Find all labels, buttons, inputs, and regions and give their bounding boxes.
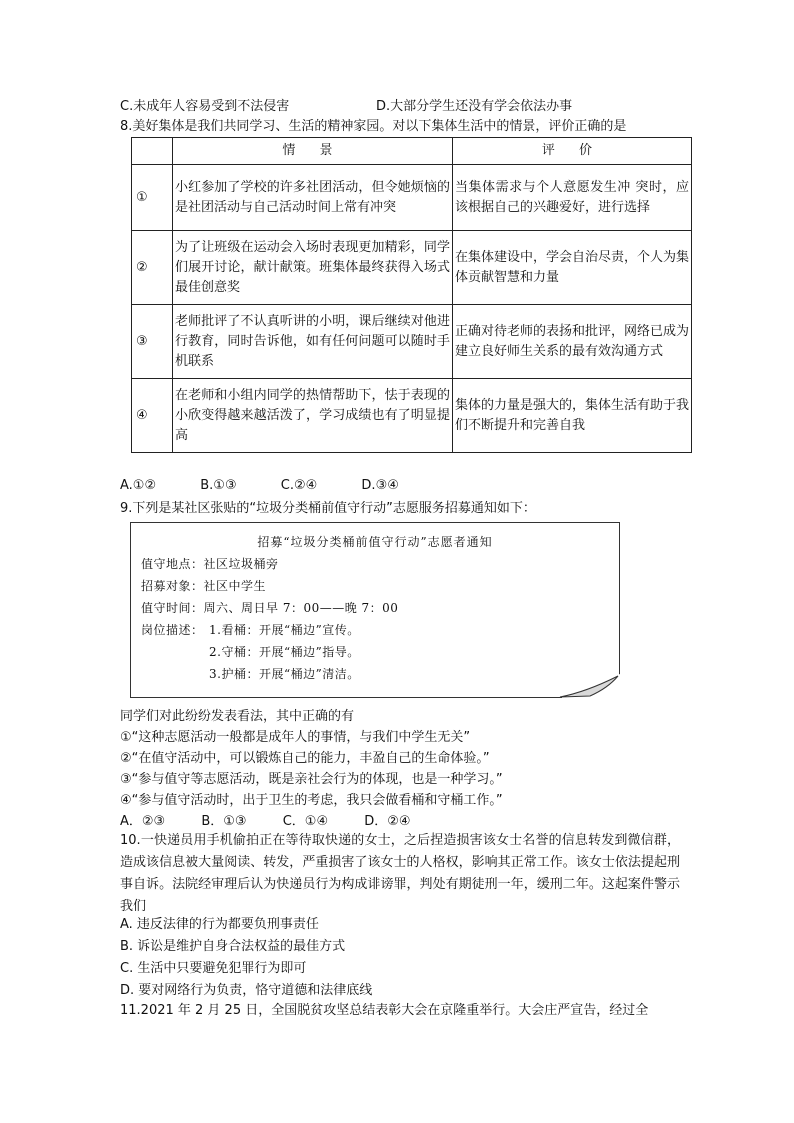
q10-option-c: C. 生活中只要避免犯罪行为即可 [120, 961, 307, 976]
q9-prompt: 同学们对此纷纷发表看法，其中正确的有 [120, 709, 355, 724]
q9-option-a: A．②③ [120, 814, 166, 829]
q11-stem: 11.2021 年 2 月 25 日，全国脱贫攻坚总结表彰大会在京隆重举行。大会庄严宣告，经过全 [120, 1003, 649, 1018]
row-number: ① [132, 165, 173, 231]
q10-option-b: B. 诉讼是维护自身合法权益的最佳方式 [120, 939, 346, 954]
scene-cell: 为了让班级在运动会入场时表现更加精彩，同学们展开讨论，献计献策。班集体最终获得入场式最佳创意奖 [173, 231, 453, 305]
q9-option-c: C．①④ [282, 814, 329, 829]
notice-target: 招募对象：社区中学生 [141, 579, 267, 593]
scene-cell: 小红参加了学校的许多社团活动，但令她烦恼的是社团活动与自己活动时间上常有冲突 [173, 165, 453, 231]
comment-cell: 正确对待老师的表扬和批评，网络已成为建立良好师生关系的最有效沟通方式 [453, 305, 692, 379]
q9-statement-1: ①“这种志愿活动一般都是成年人的事情，与我们中学生无关” [120, 730, 471, 745]
q8-stem: 8.美好集体是我们共同学习、生活的精神家园。对以下集体生活中的情景，评价正确的是 [120, 119, 627, 134]
q7-option-d: D.大部分学生还没有学会依法办事 [376, 99, 573, 114]
table-row [132, 165, 692, 231]
notice-title: 招募“垃圾分类桶前值守行动”志愿者通知 [257, 535, 493, 549]
notice-location: 值守地点：社区垃圾桶旁 [141, 557, 279, 571]
comment-cell: 当集体需求与个人意愿发生冲 突时，应该根据自己的兴趣爱好，进行选择 [453, 165, 692, 231]
row-number: ② [132, 231, 173, 305]
q9-options [120, 810, 443, 829]
q8-options [120, 478, 439, 493]
q9-statement-2: ②“在值守活动中，可以锻炼自己的能力，丰盈自己的生命体验。” [120, 751, 490, 766]
q10-option-d: D. 要对网络行为负责，恪守道德和法律底线 [120, 983, 373, 998]
q8-table [131, 137, 692, 453]
q8-option-c: C.②④ [280, 478, 318, 493]
q8-option-b: B.①③ [200, 478, 237, 493]
q9-option-d: D．②④ [364, 814, 411, 829]
q8-header-scene: 情 景 [173, 138, 453, 165]
notice-duty-label: 岗位描述： [141, 623, 204, 637]
q9-statement-4: ④“参与值守活动时，出于卫生的考虑，我只会做看桶和守桶工作。” [120, 793, 503, 808]
q9-stem: 9.下列是某社区张贴的“垃圾分类桶前值守行动”志愿服务招募通知如下： [120, 501, 536, 516]
table-row [132, 305, 692, 379]
notice-time: 值守时间：周六、周日早 7：00——晚 7：00 [141, 601, 399, 615]
page-curl-icon [556, 674, 620, 698]
row-number: ④ [132, 379, 173, 453]
q9-option-b: B．①③ [201, 814, 247, 829]
comment-cell: 在集体建设中，学会自治尽责，个人为集体贡献智慧和力量 [453, 231, 692, 305]
q10-option-a: A. 违反法律的行为都要负刑事责任 [120, 917, 319, 932]
table-row [132, 231, 692, 305]
q8-option-a: A.①② [120, 478, 157, 493]
notice-duty-1: 1.看桶：开展“桶边”宣传。 [209, 623, 360, 637]
comment-cell: 集体的力量是强大的，集体生活有助于我们不断提升和完善自我 [453, 379, 692, 453]
notice-duty-2: 2.守桶：开展“桶边”指导。 [209, 645, 360, 659]
q8-option-d: D.③④ [361, 478, 399, 493]
q7-option-c: C.未成年人容易受到不法侵害 [120, 99, 290, 114]
q8-header-comment: 评 价 [453, 138, 692, 165]
recruitment-notice [130, 522, 620, 698]
q10-stem: 10.一快递员用手机偷拍正在等待取快递的女士，之后捏造损害该女士名誉的信息转发到微信群，造成该信息被大量阅读、转发，严重损害了该女士的人格权，影响其正常工作。该女士依法提起刑事自诉。法院经审理后认为快递员行为构成诽谤罪，判处有期徒刑一年，缓刑二年。这起案件警示我们 [120, 833, 680, 914]
table-row [132, 379, 692, 453]
row-number: ③ [132, 305, 173, 379]
scene-cell: 老师批评了不认真听讲的小明，课后继续对他进行教育，同时告诉他，如有任何问题可以随时手机联系 [173, 305, 453, 379]
scene-cell: 在老师和小组内同学的热情帮助下，怯于表现的小欣变得越来越活泼了，学习成绩也有了明显提高 [173, 379, 453, 453]
notice-duty-3: 3.护桶：开展“桶边”清洁。 [209, 667, 360, 681]
q9-statement-3: ③“参与值守等志愿活动，既是亲社会行为的体现，也是一种学习。” [120, 772, 503, 787]
q8-table-header [132, 138, 692, 165]
